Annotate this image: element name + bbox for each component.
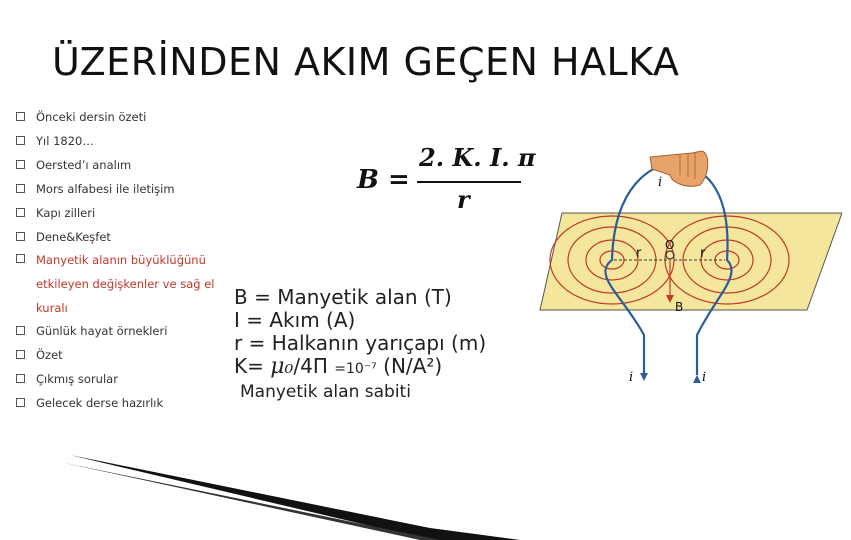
list-item: Oersted’ı analım — [16, 158, 241, 172]
square-bullet-icon — [16, 208, 25, 217]
list-item: Dene&Keşfet — [16, 230, 241, 244]
square-bullet-icon — [16, 398, 25, 407]
formula-denominator: r — [457, 185, 470, 214]
radius-label-left: r — [636, 246, 642, 261]
bottom-wedge-thin — [60, 462, 440, 540]
arrow-up-icon — [693, 375, 701, 383]
agenda-list — [16, 110, 241, 410]
square-bullet-icon — [16, 184, 25, 193]
definition-k-label: Manyetik alan sabiti — [240, 382, 411, 402]
list-item: Çıkmış sorular — [16, 372, 241, 386]
square-bullet-icon — [16, 232, 25, 241]
fraction-bar — [417, 181, 521, 183]
bottom-wedge — [70, 455, 520, 540]
definition-k-value: =10⁻⁷ — [334, 361, 377, 377]
list-item: Gelecek derse hazırlık — [16, 396, 241, 410]
current-label-right: i — [702, 370, 707, 385]
list-item: Önceki dersin özeti — [16, 110, 241, 124]
field-label: B — [675, 300, 684, 314]
definition-k — [234, 355, 486, 381]
list-item: Özet — [16, 348, 241, 362]
square-bullet-icon — [16, 326, 25, 335]
definition-r: r = Halkanın yarıçapı (m) — [234, 331, 487, 355]
square-bullet-icon — [16, 136, 25, 145]
current-label-left: i — [629, 370, 634, 385]
magnetic-field-formula — [357, 143, 536, 223]
square-bullet-icon — [16, 254, 25, 263]
current-loop-diagram — [532, 145, 842, 390]
list-item: Mors alfabesi ile iletişim — [16, 182, 241, 196]
definition-k-mu: μ₀ — [270, 354, 294, 379]
list-item: Günlük hayat örnekleri — [16, 324, 241, 338]
formula-numerator: 2. K. I. π — [419, 143, 536, 172]
definition-k-prefix: K= — [234, 354, 264, 378]
page-title: ÜZERİNDEN AKIM GEÇEN HALKA — [52, 40, 680, 84]
definition-b: B = Manyetik alan (T) — [234, 285, 452, 309]
square-bullet-icon — [16, 374, 25, 383]
arrow-down-icon — [640, 373, 648, 381]
center-label: O — [665, 238, 675, 252]
list-item: Manyetik alanın büyüklüğünü etkileyen değişkenler ve sağ el kuralı — [16, 248, 241, 320]
definition-i: I = Akım (A) — [234, 308, 356, 332]
list-item: Yıl 1820… — [16, 134, 241, 148]
formula-lhs: B = — [357, 165, 410, 195]
square-bullet-icon — [16, 160, 25, 169]
square-bullet-icon — [16, 350, 25, 359]
list-item: Kapı zilleri — [16, 206, 241, 220]
square-bullet-icon — [16, 112, 25, 121]
radius-label-right: r — [700, 246, 706, 261]
definition-k-mid: /4Π — [293, 354, 328, 378]
definition-k-unit: (N/A²) — [383, 354, 443, 378]
current-label-top: i — [658, 175, 663, 190]
variable-definitions — [234, 286, 486, 404]
